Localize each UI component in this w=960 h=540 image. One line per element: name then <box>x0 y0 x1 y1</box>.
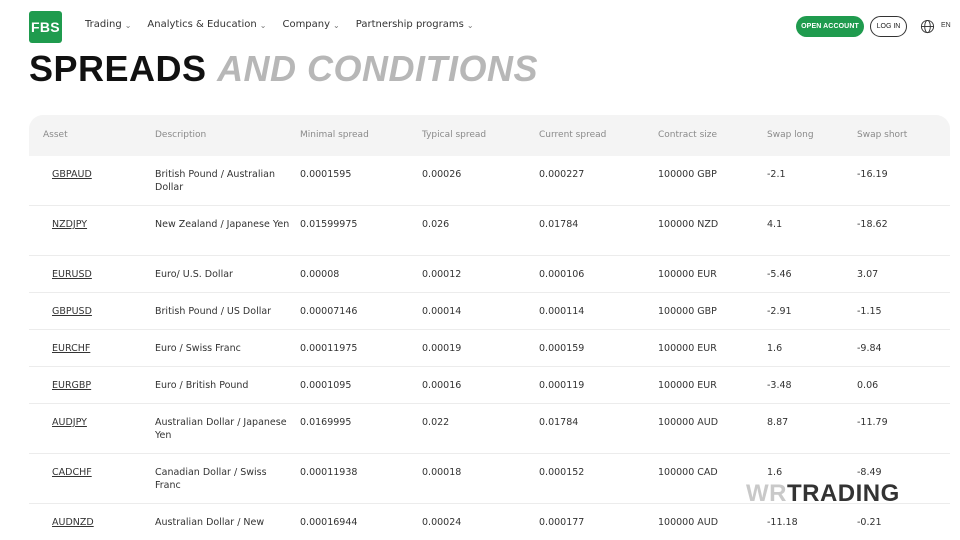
description-cell: Canadian Dollar / Swiss Franc <box>155 467 267 491</box>
swap-short-cell: -9.84 <box>857 343 882 354</box>
nav-analytics-education[interactable] <box>147 19 266 30</box>
contract-size-cell: 100000 GBP <box>658 169 717 180</box>
asset-link[interactable]: GBPAUD <box>52 169 92 180</box>
typical-spread-cell: 0.00018 <box>422 467 462 478</box>
login-button[interactable]: LOG IN <box>870 16 907 37</box>
table-header <box>29 115 950 156</box>
description-cell: Euro / British Pound <box>155 380 249 391</box>
asset-link[interactable]: EURUSD <box>52 269 92 280</box>
current-spread-cell: 0.000159 <box>539 343 585 354</box>
site-header <box>0 0 960 54</box>
swap-short-cell: 0.06 <box>857 380 879 391</box>
swap-long-cell: -2.1 <box>767 169 786 180</box>
wrtrading-watermark <box>746 480 900 508</box>
typical-spread-cell: 0.022 <box>422 417 450 428</box>
contract-size-cell: 100000 CAD <box>658 467 718 478</box>
swap-long-cell: 1.6 <box>767 343 783 354</box>
contract-size-cell: 100000 EUR <box>658 343 717 354</box>
asset-link[interactable]: AUDJPY <box>52 417 87 428</box>
nav-trading-label: Trading <box>85 19 122 30</box>
minimal-spread-cell: 0.0169995 <box>300 417 352 428</box>
table-row <box>29 256 950 293</box>
typical-spread-cell: 0.00012 <box>422 269 462 280</box>
typical-spread-cell: 0.00016 <box>422 380 462 391</box>
swap-long-cell: -5.46 <box>767 269 792 280</box>
minimal-spread-cell: 0.00016944 <box>300 517 358 528</box>
asset-link[interactable]: GBPUSD <box>52 306 92 317</box>
swap-long-cell: 4.1 <box>767 219 783 230</box>
swap-short-cell: -16.19 <box>857 169 888 180</box>
typical-spread-cell: 0.00026 <box>422 169 462 180</box>
description-cell: Euro/ U.S. Dollar <box>155 269 233 280</box>
table-row <box>29 330 950 367</box>
swap-short-cell: -1.15 <box>857 306 882 317</box>
minimal-spread-cell: 0.0001595 <box>300 169 352 180</box>
minimal-spread-cell: 0.00011938 <box>300 467 358 478</box>
table-row <box>29 206 950 256</box>
nav-company[interactable] <box>282 19 339 30</box>
contract-size-cell: 100000 EUR <box>658 380 717 391</box>
minimal-spread-cell: 0.00007146 <box>300 306 358 317</box>
nav-company-label: Company <box>282 19 331 30</box>
watermark-wr: WR <box>746 480 787 507</box>
language-selector[interactable]: EN <box>941 22 951 29</box>
typical-spread-cell: 0.026 <box>422 219 450 230</box>
col-minimal-spread: Minimal spread <box>300 130 369 140</box>
col-swap-short: Swap short <box>857 130 908 140</box>
asset-link[interactable]: CADCHF <box>52 467 92 478</box>
contract-size-cell: 100000 EUR <box>658 269 717 280</box>
swap-long-cell: -3.48 <box>767 380 792 391</box>
swap-short-cell: -8.49 <box>857 467 882 478</box>
swap-long-cell: 8.87 <box>767 417 789 428</box>
description-cell: Australian Dollar / New <box>155 517 265 528</box>
description-cell: Euro / Swiss Franc <box>155 343 241 354</box>
globe-icon[interactable] <box>920 19 935 34</box>
minimal-spread-cell: 0.0001095 <box>300 380 352 391</box>
spreads-table <box>29 115 950 540</box>
description-cell: New Zealand / Japanese Yen <box>155 219 290 230</box>
current-spread-cell: 0.000227 <box>539 169 585 180</box>
watermark-trading: TRADING <box>786 480 900 507</box>
swap-long-cell: -11.18 <box>767 517 798 528</box>
col-current-spread: Current spread <box>539 130 607 140</box>
description-cell: Australian Dollar / Japanese Yen <box>155 417 287 441</box>
table-row <box>29 504 950 540</box>
col-contract-size: Contract size <box>658 130 718 140</box>
current-spread-cell: 0.000106 <box>539 269 585 280</box>
swap-short-cell: -18.62 <box>857 219 888 230</box>
main-nav <box>85 19 474 30</box>
swap-short-cell: 3.07 <box>857 269 879 280</box>
asset-link[interactable]: NZDJPY <box>52 219 88 230</box>
contract-size-cell: 100000 GBP <box>658 306 717 317</box>
current-spread-cell: 0.000177 <box>539 517 585 528</box>
contract-size-cell: 100000 AUD <box>658 517 719 528</box>
fbs-logo[interactable]: FBS <box>29 11 62 43</box>
swap-short-cell: -0.21 <box>857 517 882 528</box>
asset-link[interactable]: EURCHF <box>52 343 91 354</box>
typical-spread-cell: 0.00019 <box>422 343 462 354</box>
nav-trading[interactable] <box>85 19 131 30</box>
swap-long-cell: -2.91 <box>767 306 792 317</box>
minimal-spread-cell: 0.00008 <box>300 269 340 280</box>
current-spread-cell: 0.000152 <box>539 467 585 478</box>
chevron-down-icon: ⌄ <box>333 21 340 30</box>
chevron-down-icon: ⌄ <box>259 21 267 30</box>
table-row <box>29 404 950 454</box>
chevron-down-icon: ⌄ <box>466 21 474 30</box>
current-spread-cell: 0.01784 <box>539 417 579 428</box>
col-asset: Asset <box>43 130 68 140</box>
description-cell: British Pound / Australian Dollar <box>155 169 275 193</box>
swap-long-cell: 1.6 <box>767 467 783 478</box>
contract-size-cell: 100000 AUD <box>658 417 719 428</box>
contract-size-cell: 100000 NZD <box>658 219 719 230</box>
col-description: Description <box>155 130 207 140</box>
asset-link[interactable]: EURGBP <box>52 380 92 391</box>
description-cell: British Pound / US Dollar <box>155 306 272 317</box>
open-account-button[interactable]: OPEN ACCOUNT <box>796 16 864 37</box>
typical-spread-cell: 0.00014 <box>422 306 462 317</box>
current-spread-cell: 0.01784 <box>539 219 579 230</box>
table-row <box>29 293 950 330</box>
current-spread-cell: 0.000119 <box>539 380 585 391</box>
nav-partnership[interactable] <box>356 19 474 30</box>
minimal-spread-cell: 0.01599975 <box>300 219 358 230</box>
current-spread-cell: 0.000114 <box>539 306 585 317</box>
page-title <box>29 48 538 90</box>
chevron-down-icon: ⌄ <box>124 21 132 30</box>
nav-analytics-label: Analytics & Education <box>147 19 257 30</box>
table-row <box>29 367 950 404</box>
swap-short-cell: -11.79 <box>857 417 888 428</box>
asset-link[interactable]: AUDNZD <box>52 517 94 528</box>
col-swap-long: Swap long <box>767 130 814 140</box>
minimal-spread-cell: 0.00011975 <box>300 343 358 354</box>
page-title-bold: SPREADS <box>29 48 207 89</box>
nav-partnership-label: Partnership programs <box>355 19 464 30</box>
table-row <box>29 156 950 206</box>
col-typical-spread: Typical spread <box>422 130 487 140</box>
typical-spread-cell: 0.00024 <box>422 517 462 528</box>
page-title-light: AND CONDITIONS <box>217 48 539 89</box>
